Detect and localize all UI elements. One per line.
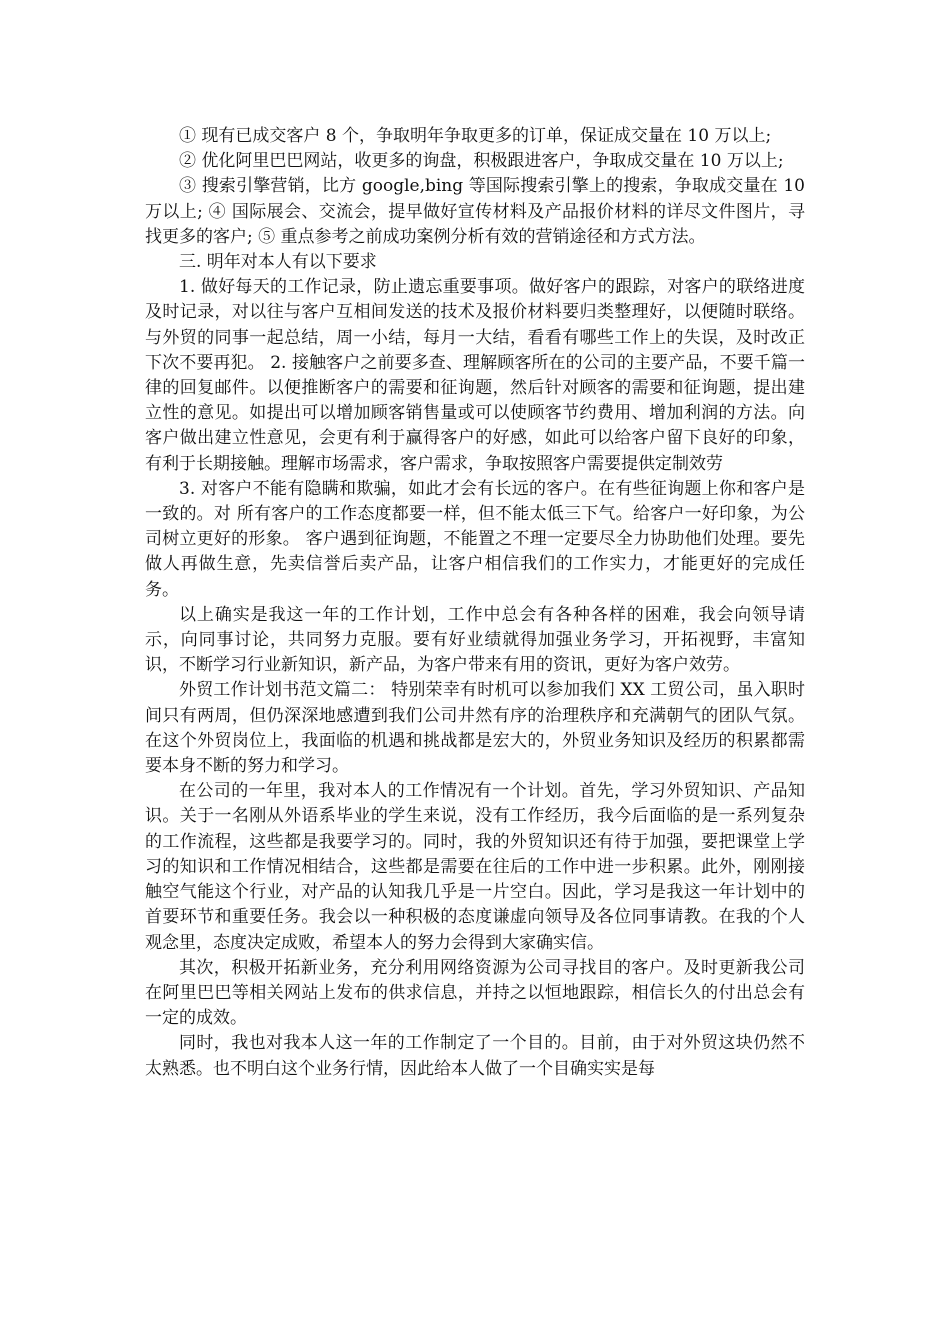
document-page	[145, 124, 805, 1082]
paragraph-summary: 以上确实是我这一年的工作计划，工作中总会有各种各样的困难，我会向领导请示，向同事讨论，共同努力克服。要有好业绩就得加强业务学习，开拓视野，丰富知识，不断学习行业新知识，新产品，为客户带来有用的资讯，更好为客户效劳。	[145, 604, 805, 676]
paragraph-new-business: 其次，积极开拓新业务，充分利用网络资源为公司寻找目的客户。及时更新我公司在阿里巴巴等相关网站上发布的供求信息，并持之以恒地跟踪，相信长久的付出总会有一定的成效。	[145, 957, 805, 1029]
paragraph-sample-two-intro: 外贸工作计划书范文篇二： 特别荣幸有时机可以参加我们 XX 工贸公司，虽入职时间只有两周，但仍深深地感遭到我们公司井然有序的治理秩序和充满朝气的团队气氛。在这个外贸岗位上，我面临的机遇和挑战都是宏大的，外贸业务知识及经历的积累都需要本身不断的努力和学习。	[145, 680, 805, 777]
paragraph-requirement-1-2: 1. 做好每天的工作记录，防止遗忘重要事项。做好客户的跟踪，对客户的联络进度及时记录，对以往与客户互相间发送的技术及报价材料要归类整理好，以便随时联络。与外贸的同事一起总结，周一小结，每月一大结，看看有哪些工作上的失误，及时改正下次不要再犯。 2. 接触客户之前要多查、理解顾客所在的公司的主要产品，不要千篇一律的回复邮件。以便推断客户的需要和征询题，然后针对顾客的需要和征询题，提出建立性的意见。如提出可以增加顾客销售量或可以使顾客节约费用、增加利润的方法。向客户做出建立性意见，会更有利于赢得客户的好感，如此可以给客户留下良好的印象，有利于长期接触。理解市场需求，客户需求，争取按照客户需要提供定制效劳	[145, 277, 805, 474]
paragraph-goal-1: ① 现有已成交客户 8 个，争取明年争取更多的订单，保证成交量在 10 万以上;	[179, 126, 772, 146]
section-heading-requirements: 三. 明年对本人有以下要求	[179, 252, 377, 273]
paragraph-requirement-3: 3. 对客户不能有隐瞒和欺骗，如此才会有长远的客户。在有些征询题上你和客户是一致的。对 所有客户的工作态度都要一样，但不能太低三下气。给客户一好印象，为公司树立更好的形象。 客户遇到征询题，不能置之不理一定要尽全力协助他们处理。要先做人再做生意，先卖信誉后卖产品，让客户相信我们的工作实力，才能更好的完成任务。	[145, 478, 805, 600]
paragraph-learning-plan: 在公司的一年里，我对本人的工作情况有一个计划。首先，学习外贸知识、产品知识。关于一名刚从外语系毕业的学生来说，没有工作经历，我今后面临的是一系列复杂的工作流程，这些都是我要学习的。同时，我的外贸知识还有待于加强，要把课堂上学习的知识和工作情况相结合，这些都是需要在往后的工作中进一步积累。此外，刚刚接触空气能这个行业，对产品的认知我几乎是一片空白。因此，学习是我这一年计划中的首要环节和重要任务。我会以一种积极的态度谦虚向领导及各位同事请教。在我的个人观念里，态度决定成败，希望本人的努力会得到大家确实信。	[145, 781, 805, 953]
paragraph-goal-3-5: ③ 搜索引擎营销，比方 google,bing 等国际搜索引擎上的搜索，争取成交量在 10 万以上; ④ 国际展会、交流会，提早做好宣传材料及产品报价材料的详尽文件图片，寻找更多的客户; ⑤ 重点参考之前成功案例分析有效的营销途径和方式方法。	[145, 176, 805, 247]
paragraph-goal-2: ② 优化阿里巴巴网站，收更多的询盘，积极跟进客户，争取成交量在 10 万以上;	[179, 151, 784, 172]
paragraph-goal-setting: 同时，我也对我本人这一年的工作制定了一个目的。目前，由于对外贸这块仍然不太熟悉。也不明白这个业务行情，因此给本人做了一个目确实实是每	[145, 1033, 805, 1079]
